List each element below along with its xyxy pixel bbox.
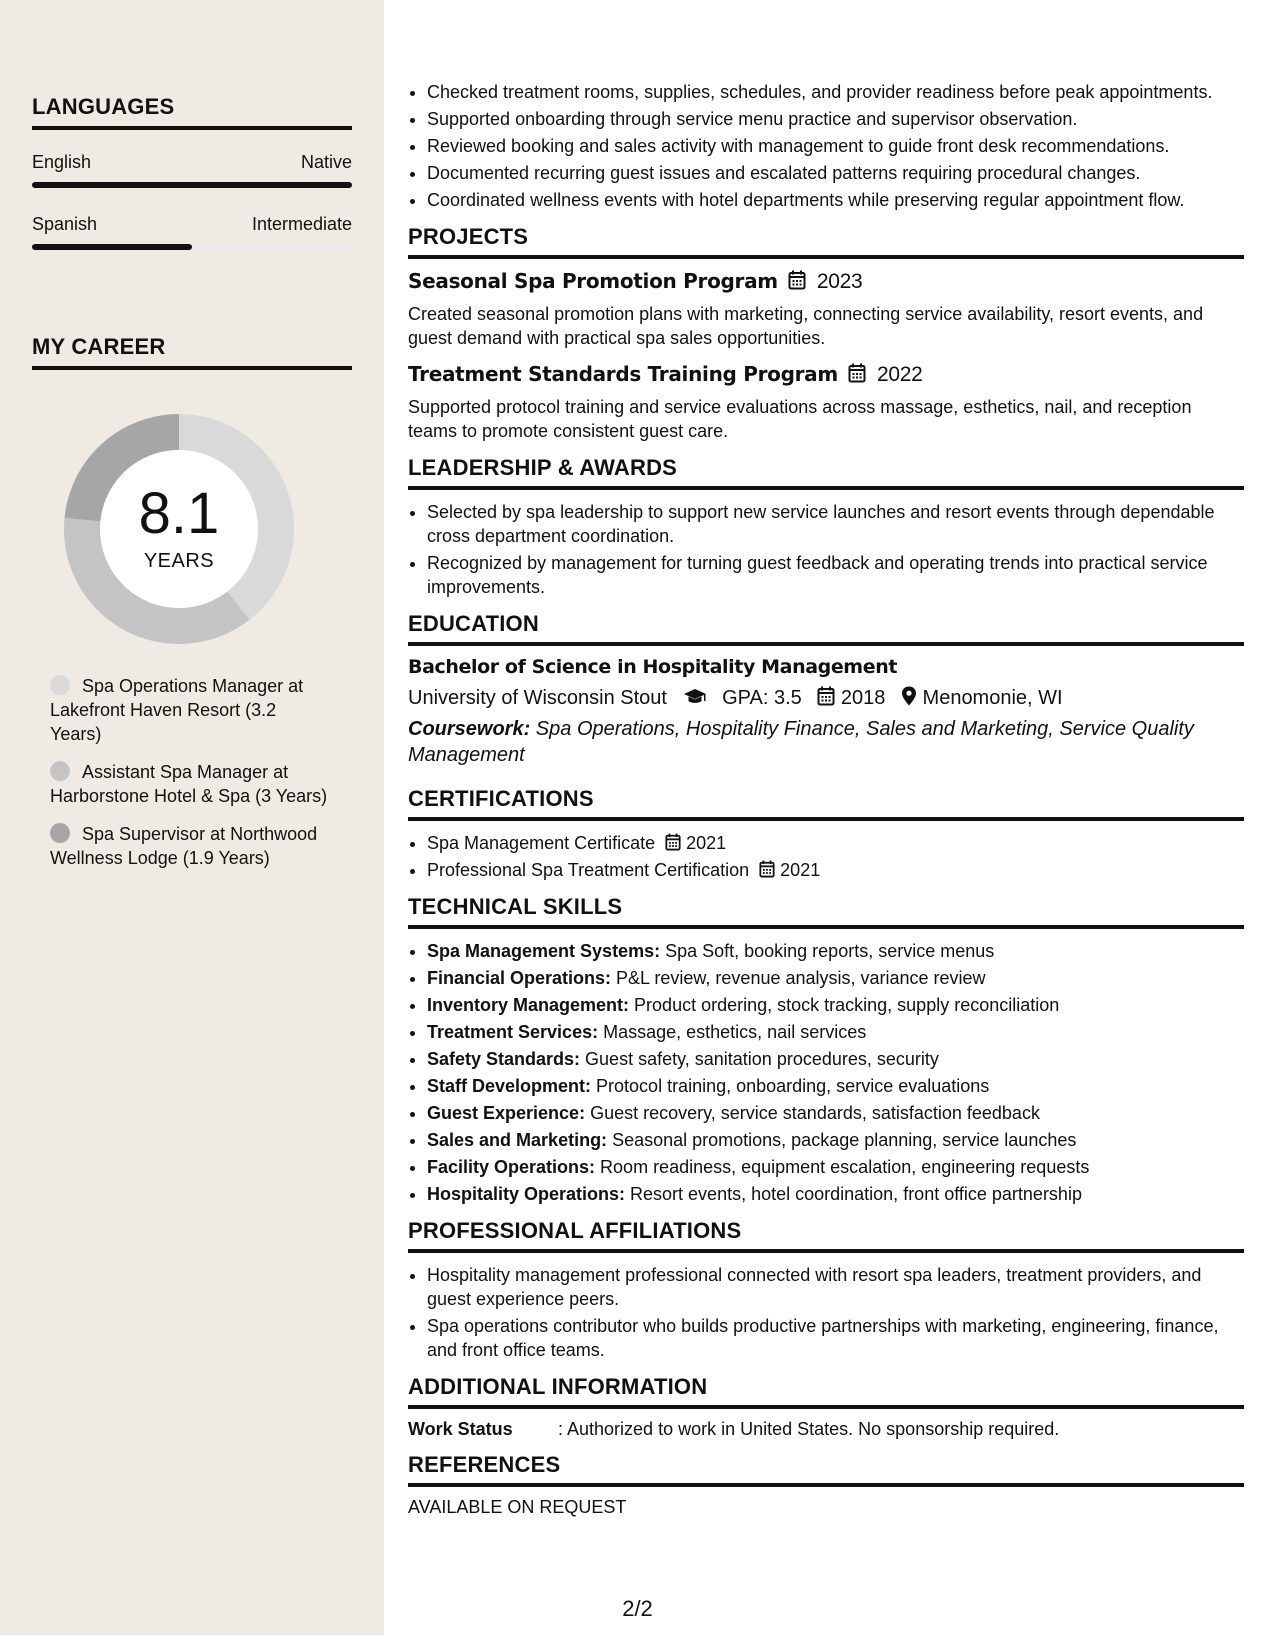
certification-item xyxy=(427,858,1244,882)
career-list xyxy=(50,674,330,884)
career-item xyxy=(50,674,330,746)
skill-value: Resort events, hotel coordination, front office partnership xyxy=(625,1184,1082,1204)
skill-item xyxy=(427,1020,1244,1044)
skill-value: Guest safety, sanitation procedures, security xyxy=(580,1049,939,1069)
project-year: 2022 xyxy=(876,363,923,386)
education-year: 2018 xyxy=(840,687,886,709)
skill-label: Treatment Services: xyxy=(427,1022,599,1042)
certification-year: 2021 xyxy=(780,860,821,880)
affiliations-list xyxy=(408,1263,1244,1362)
career-section xyxy=(32,334,352,370)
experience-bullet: • Coordinated wellness events with hotel departments while preserving regular appointment flow. xyxy=(427,188,1244,212)
career-dot xyxy=(50,675,70,695)
skill-value: Guest recovery, service standards, satisfaction feedback xyxy=(585,1103,1040,1123)
project-year: 2023 xyxy=(816,270,863,293)
references-text: AVAILABLE ON REQUEST xyxy=(408,1497,627,1517)
education-degree: Bachelor of Science in Hospitality Management xyxy=(408,656,897,678)
career-years-unit: YEARS xyxy=(143,550,215,572)
education-details xyxy=(408,686,1244,710)
skill-value: Room readiness, equipment escalation, engineering requests xyxy=(595,1157,1090,1177)
skill-item xyxy=(427,1128,1244,1152)
project-name: Seasonal Spa Promotion Program xyxy=(408,269,778,293)
skill-item xyxy=(427,939,1244,963)
experience-bullets xyxy=(408,80,1244,212)
skill-item xyxy=(427,1074,1244,1098)
education-gpa: GPA: 3.5 xyxy=(722,687,802,709)
languages-title: LANGUAGES xyxy=(32,94,352,130)
career-dot xyxy=(50,823,70,843)
career-total-years: 8.1 xyxy=(138,481,220,546)
sidebar xyxy=(0,0,384,1635)
language-proficiency-fill xyxy=(32,182,352,188)
leadership-item: • Selected by spa leadership to support new service launches and resort events through dependable cross department coordination. xyxy=(427,500,1244,548)
affiliation-item: • Spa operations contributor who builds productive partnerships with marketing, engineering, finance, and front office teams. xyxy=(427,1314,1244,1362)
project-item xyxy=(408,362,1244,443)
career-item-text: Spa Operations Manager at Lakefront Haven Resort (3.2 Years) xyxy=(50,676,304,744)
language-proficiency-fill xyxy=(32,244,192,250)
education-title: EDUCATION xyxy=(408,611,1244,646)
skill-label: Staff Development: xyxy=(427,1076,592,1096)
experience-bullet: • Checked treatment rooms, supplies, schedules, and provider readiness before peak appointments. xyxy=(427,80,1244,104)
coursework-text: Spa Operations, Hospitality Finance, Sales and Marketing, Service Quality Management xyxy=(408,718,1194,766)
skill-item xyxy=(427,1182,1244,1206)
additional-info-title: ADDITIONAL INFORMATION xyxy=(408,1374,1244,1409)
language-proficiency-bar xyxy=(32,182,352,188)
project-item xyxy=(408,269,1244,350)
skill-value: Protocol training, onboarding, service evaluations xyxy=(591,1076,990,1096)
language-name: Spanish xyxy=(32,214,98,234)
affiliation-item: • Hospitality management professional connected with resort spa leaders, treatment providers, and guest experience peers. xyxy=(427,1263,1244,1311)
location-pin-icon xyxy=(901,687,917,709)
language-item xyxy=(32,214,352,250)
certification-name: Professional Spa Treatment Certification xyxy=(427,860,750,880)
project-name: Treatment Standards Training Program xyxy=(408,362,838,386)
languages-section xyxy=(32,94,352,250)
skill-item xyxy=(427,1101,1244,1125)
leadership-list xyxy=(408,500,1244,599)
career-item-text: Assistant Spa Manager at Harborstone Hotel & Spa (3 Years) xyxy=(50,762,328,806)
language-level: Native xyxy=(300,152,352,172)
skills-list xyxy=(408,939,1244,1206)
skill-value: Massage, esthetics, nail services xyxy=(598,1022,867,1042)
language-name: English xyxy=(32,152,92,172)
projects-title: PROJECTS xyxy=(408,224,1244,259)
skill-value: P&L review, revenue analysis, variance review xyxy=(611,968,986,988)
skill-item xyxy=(427,1047,1244,1071)
skill-value: Product ordering, stock tracking, supply reconciliation xyxy=(629,995,1060,1015)
career-title: MY CAREER xyxy=(32,334,352,370)
skill-value: Seasonal promotions, package planning, service launches xyxy=(607,1130,1077,1150)
skill-item xyxy=(427,993,1244,1017)
calendar-icon xyxy=(848,363,866,389)
certifications-title: CERTIFICATIONS xyxy=(408,786,1244,821)
certification-item xyxy=(427,831,1244,855)
career-item-text: Spa Supervisor at Northwood Wellness Lodge (1.9 Years) xyxy=(50,824,318,868)
calendar-icon xyxy=(817,687,835,709)
skill-label: Facility Operations: xyxy=(427,1157,596,1177)
skill-label: Spa Management Systems: xyxy=(427,941,661,961)
career-dot xyxy=(50,761,70,781)
skill-item xyxy=(427,966,1244,990)
work-status-value: : Authorized to work in United States. No sponsorship required. xyxy=(558,1419,1060,1439)
skill-value: Spa Soft, booking reports, service menus xyxy=(660,941,995,961)
career-donut-chart xyxy=(64,414,294,644)
language-level: Intermediate xyxy=(251,214,352,234)
education-coursework xyxy=(408,716,1244,768)
affiliations-title: PROFESSIONAL AFFILIATIONS xyxy=(408,1218,1244,1253)
skill-label: Guest Experience: xyxy=(427,1103,586,1123)
graduation-cap-icon xyxy=(683,687,707,709)
experience-bullet: • Reviewed booking and sales activity with management to guide front desk recommendations. xyxy=(427,134,1244,158)
language-proficiency-bar xyxy=(32,244,352,250)
skill-label: Financial Operations: xyxy=(427,968,612,988)
page-number: 2/2 xyxy=(622,1596,653,1621)
skill-label: Sales and Marketing: xyxy=(427,1130,608,1150)
education-school: University of Wisconsin Stout xyxy=(408,687,667,709)
calendar-icon xyxy=(665,833,681,853)
certification-year: 2021 xyxy=(686,833,727,853)
career-item xyxy=(50,822,330,870)
skill-label: Inventory Management: xyxy=(427,995,630,1015)
skills-title: TECHNICAL SKILLS xyxy=(408,894,1244,929)
project-description: Supported protocol training and service evaluations across massage, esthetics, nail, and reception teams to promote consistent guest care. xyxy=(408,397,1192,441)
project-description: Created seasonal promotion plans with marketing, connecting service availability, resort events, and guest demand with practical spa sales opportunities. xyxy=(408,304,1204,348)
references-title: REFERENCES xyxy=(408,1452,1244,1487)
work-status-row xyxy=(408,1419,1244,1440)
certification-name: Spa Management Certificate xyxy=(427,833,656,853)
experience-bullet: • Supported onboarding through service menu practice and supervisor observation. xyxy=(427,107,1244,131)
main-content xyxy=(408,80,1244,1518)
skill-label: Hospitality Operations: xyxy=(427,1184,626,1204)
work-status-label: Work Status xyxy=(408,1419,513,1439)
experience-bullet: • Documented recurring guest issues and escalated patterns requiring procedural changes. xyxy=(427,161,1244,185)
calendar-icon xyxy=(788,270,806,296)
skill-label: Safety Standards: xyxy=(427,1049,581,1069)
education-location: Menomonie, WI xyxy=(922,687,1063,709)
leadership-title: LEADERSHIP & AWARDS xyxy=(408,455,1244,490)
coursework-label: Coursework: xyxy=(408,718,531,740)
calendar-icon xyxy=(759,860,775,880)
certifications-list xyxy=(408,831,1244,882)
skill-item xyxy=(427,1155,1244,1179)
career-item xyxy=(50,760,330,808)
language-item xyxy=(32,152,352,188)
leadership-item: • Recognized by management for turning guest feedback and operating trends into practical service improvements. xyxy=(427,551,1244,599)
